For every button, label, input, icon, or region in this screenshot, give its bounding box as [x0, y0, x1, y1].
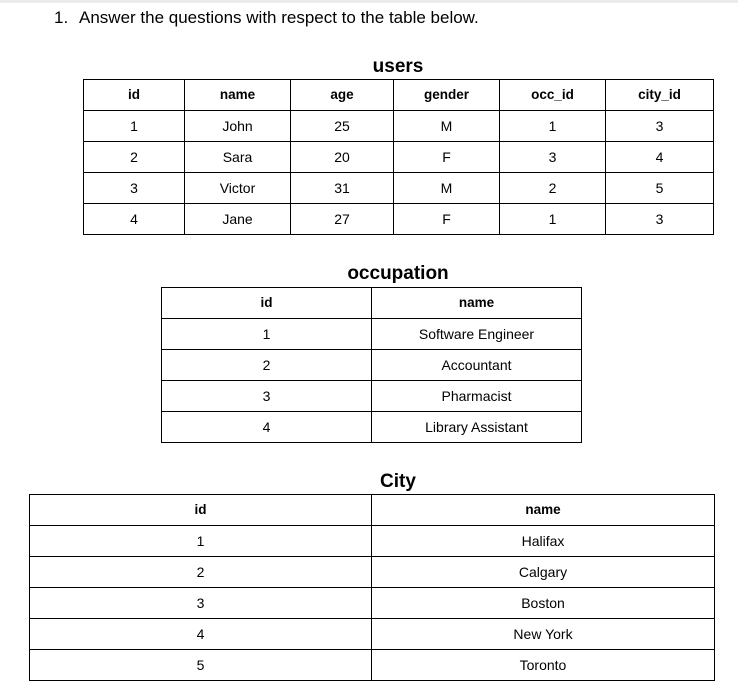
table-row [30, 650, 715, 681]
users-header-occ-id: occ_id [500, 80, 606, 111]
users-header-row [84, 80, 714, 111]
users-cell-occ-id: 1 [500, 111, 606, 142]
table-row [30, 526, 715, 557]
users-cell-city-id: 3 [606, 204, 714, 235]
city-cell-name: Boston [372, 588, 715, 619]
users-header-name: name [185, 80, 291, 111]
city-table-title: City [380, 471, 416, 492]
city-cell-id: 1 [30, 526, 372, 557]
users-cell-id: 1 [84, 111, 185, 142]
users-cell-age: 20 [291, 142, 394, 173]
page-top-border [0, 0, 738, 3]
occupation-table [161, 287, 582, 443]
users-cell-name: Victor [185, 173, 291, 204]
users-table [83, 79, 714, 235]
occupation-cell-id: 4 [162, 412, 372, 443]
city-header-row [30, 495, 715, 526]
users-cell-gender: M [394, 111, 500, 142]
users-cell-name: John [185, 111, 291, 142]
users-cell-name: Sara [185, 142, 291, 173]
table-row [30, 557, 715, 588]
city-cell-name: Calgary [372, 557, 715, 588]
users-table-title: users [372, 56, 424, 77]
table-row [162, 319, 582, 350]
occupation-table-title: occupation [347, 263, 449, 284]
users-cell-id: 2 [84, 142, 185, 173]
city-table [29, 494, 715, 681]
users-cell-age: 25 [291, 111, 394, 142]
users-cell-name: Jane [185, 204, 291, 235]
users-cell-gender: M [394, 173, 500, 204]
users-cell-gender: F [394, 204, 500, 235]
table-row [162, 350, 582, 381]
users-cell-gender: F [394, 142, 500, 173]
city-cell-name: Toronto [372, 650, 715, 681]
users-header-city-id: city_id [606, 80, 714, 111]
users-cell-city-id: 4 [606, 142, 714, 173]
question-prompt: Answer the questions with respect to the table below. [79, 8, 479, 27]
table-row [30, 619, 715, 650]
occupation-header-row [162, 288, 582, 319]
occupation-cell-name: Pharmacist [372, 381, 582, 412]
users-cell-city-id: 3 [606, 111, 714, 142]
users-cell-age: 27 [291, 204, 394, 235]
table-row [84, 204, 714, 235]
table-row [84, 111, 714, 142]
occupation-header-name: name [372, 288, 582, 319]
occupation-cell-name: Accountant [372, 350, 582, 381]
city-cell-id: 2 [30, 557, 372, 588]
table-row [84, 173, 714, 204]
city-cell-name: New York [372, 619, 715, 650]
users-header-gender: gender [394, 80, 500, 111]
city-cell-name: Halifax [372, 526, 715, 557]
users-cell-occ-id: 1 [500, 204, 606, 235]
users-cell-id: 4 [84, 204, 185, 235]
occupation-cell-name: Software Engineer [372, 319, 582, 350]
occupation-cell-name: Library Assistant [372, 412, 582, 443]
question-text [54, 8, 479, 28]
users-cell-id: 3 [84, 173, 185, 204]
city-cell-id: 3 [30, 588, 372, 619]
table-row [30, 588, 715, 619]
users-cell-occ-id: 3 [500, 142, 606, 173]
users-cell-occ-id: 2 [500, 173, 606, 204]
city-cell-id: 4 [30, 619, 372, 650]
city-header-name: name [372, 495, 715, 526]
users-header-id: id [84, 80, 185, 111]
question-number: 1. [54, 8, 69, 27]
table-row [162, 381, 582, 412]
users-cell-age: 31 [291, 173, 394, 204]
users-header-age: age [291, 80, 394, 111]
table-row [84, 142, 714, 173]
occupation-header-id: id [162, 288, 372, 319]
occupation-cell-id: 2 [162, 350, 372, 381]
users-cell-city-id: 5 [606, 173, 714, 204]
occupation-cell-id: 3 [162, 381, 372, 412]
occupation-cell-id: 1 [162, 319, 372, 350]
city-cell-id: 5 [30, 650, 372, 681]
table-row [162, 412, 582, 443]
city-header-id: id [30, 495, 372, 526]
